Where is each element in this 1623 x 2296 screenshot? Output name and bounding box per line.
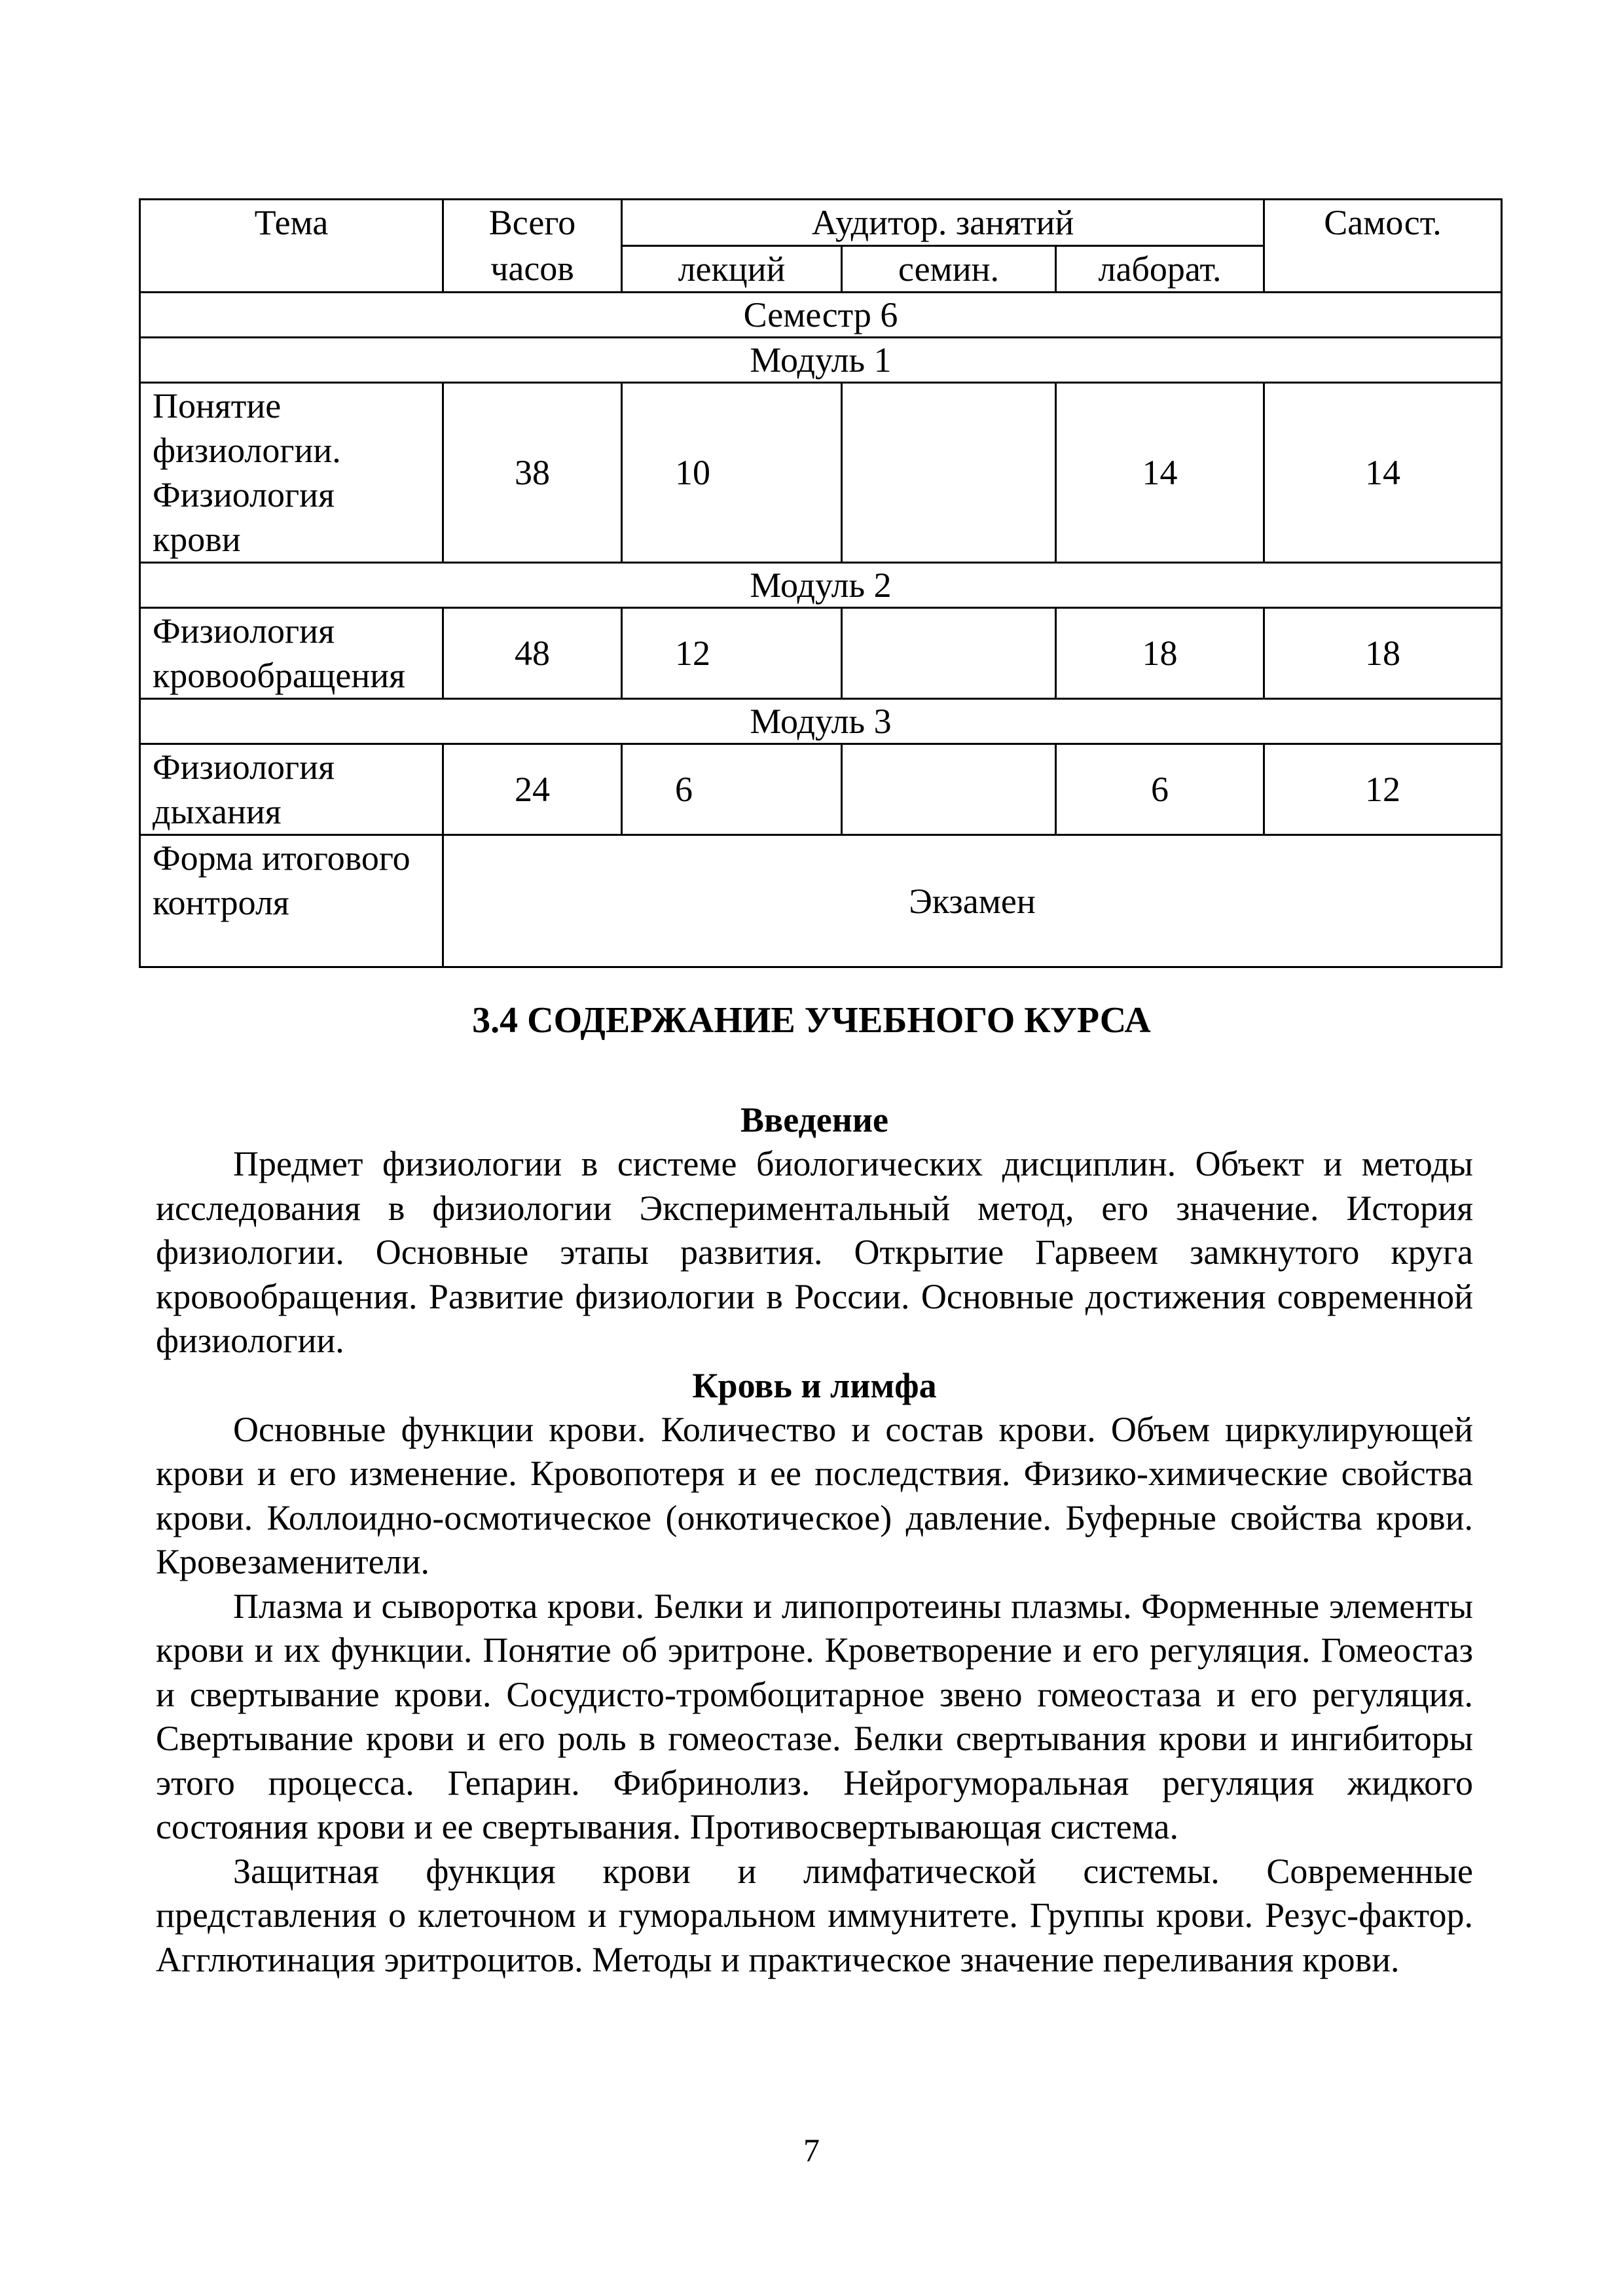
final-control-row: [140, 835, 1502, 967]
page-number: 7: [803, 2132, 820, 2168]
topic-cell: Физиология кровообращения: [140, 608, 443, 699]
labs-cell: 6: [1056, 744, 1264, 835]
labs-cell: 18: [1056, 608, 1264, 699]
self-study-cell: 18: [1264, 608, 1502, 699]
lectures-cell: 10: [622, 383, 842, 563]
labs-cell: 14: [1056, 383, 1264, 563]
seminars-cell: [842, 744, 1056, 835]
total-cell: 24: [443, 744, 622, 835]
intro-heading: Введение: [740, 1100, 888, 1139]
final-control-value: Экзамен: [443, 835, 1502, 967]
final-control-label: Форма итогового контроля: [140, 835, 443, 967]
table-row: [140, 744, 1502, 835]
table-row: [140, 608, 1502, 699]
header-total-line2: часов: [443, 246, 622, 293]
module-label: Модуль 3: [140, 699, 1502, 744]
intro-paragraph: Предмет физиологии в системе биологических дисциплин. Объект и методы исследования в физиологии Экспериментальный метод, его значение. История физиологии. Основные этапы развития. Открытие Гарвеем замкнутого круга кровообращения. Развитие физиологии в России. Основные достижения современной физиологии.: [156, 1144, 1473, 1360]
module-row: [140, 699, 1502, 744]
study-plan-table: [139, 198, 1503, 968]
total-cell: 48: [443, 608, 622, 699]
lectures-cell: 12: [622, 608, 842, 699]
semester-label: Семестр 6: [140, 293, 1502, 338]
blood-paragraph: Плазма и сыворотка крови. Белки и липопротеины плазмы. Форменные элементы крови и их функции. Понятие об эритроне. Кроветворение и его регуляция. Гомеостаз и свертывание крови. Сосудисто-тромбоцитарное звено гомеостаза и его регуляция. Свертывание крови и его роль в гомеостазе. Белки свертывания крови и ингибиторы этого процесса. Гепарин. Фибринолиз. Нейрогуморальная регуляция жидкого состояния крови и ее свертывания. Противосвертывающая система.: [156, 1586, 1473, 1846]
self-study-cell: 12: [1264, 744, 1502, 835]
header-auditorium: Аудитор. занятий: [622, 200, 1264, 246]
module-row: [140, 563, 1502, 608]
header-topic: Тема: [140, 200, 443, 293]
module-row: [140, 338, 1502, 383]
self-study-cell: 14: [1264, 383, 1502, 563]
header-lectures: лекций: [622, 246, 842, 293]
seminars-cell: [842, 608, 1056, 699]
blood-paragraph: Защитная функция крови и лимфатической системы. Современные представления о клеточном и гуморальном иммунитете. Группы крови. Резус-фактор. Агглютинация эритроцитов. Методы и практическое значение переливания крови.: [156, 1851, 1473, 1979]
semester-row: [140, 293, 1502, 338]
table-row: [140, 383, 1502, 563]
module-label: Модуль 2: [140, 563, 1502, 608]
topic-cell: Понятие физиологии. Физиология крови: [140, 383, 443, 563]
section-title: 3.4 СОДЕРЖАНИЕ УЧЕБНОГО КУРСА: [472, 1000, 1151, 1041]
course-content: [156, 1098, 1473, 1982]
lectures-cell: 6: [622, 744, 842, 835]
header-self-study: Самост.: [1264, 200, 1502, 293]
module-label: Модуль 1: [140, 338, 1502, 383]
table-header-row: [140, 200, 1502, 246]
blood-heading: Кровь и лимфа: [692, 1365, 937, 1405]
topic-cell: Физиология дыхания: [140, 744, 443, 835]
total-cell: 38: [443, 383, 622, 563]
header-total-line1: Всего: [443, 200, 622, 246]
blood-paragraph: Основные функции крови. Количество и состав крови. Объем циркулирующей крови и его изменение. Кровопотеря и ее последствия. Физико-химические свойства крови. Коллоидно-осмотическое (онкотическое) давление. Буферные свойства крови. Кровезаменители.: [156, 1409, 1473, 1581]
header-labs: лаборат.: [1056, 246, 1264, 293]
header-seminars: семин.: [842, 246, 1056, 293]
seminars-cell: [842, 383, 1056, 563]
